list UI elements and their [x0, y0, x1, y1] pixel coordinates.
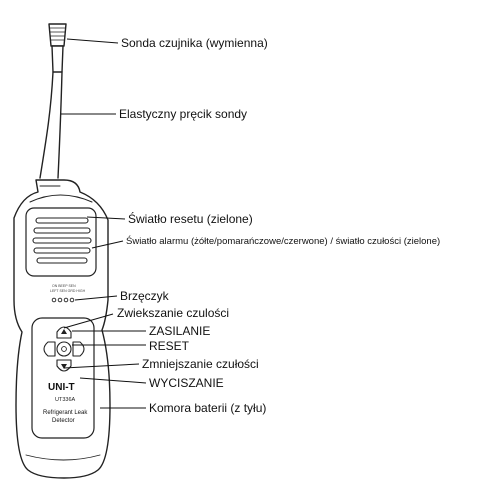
label-alarm-light: Światło alarmu (żółte/pomarańczowe/czerwone) / światło czułości (zielone): [126, 236, 441, 247]
model-text: UT336A: [55, 397, 76, 403]
label-reset: RESET: [149, 339, 190, 353]
panel-text-line2: LEFT SEN GRD HIGH: [50, 289, 86, 293]
label-mute: WYCISZANIE: [149, 376, 224, 390]
brand-logo: UNI-T: [48, 382, 75, 393]
label-power: ZASILANIE: [149, 324, 211, 338]
probe-tip: [49, 24, 66, 72]
label-flexible-rod: Elastyczny pręcik sondy: [119, 107, 248, 121]
label-buzzer: Brzęczyk: [120, 289, 169, 303]
probe-rod: [40, 72, 62, 178]
device-name-line1: Refrigerant Leak: [43, 410, 88, 416]
label-sensor-probe: Sonda czujnika (wymienna): [121, 36, 268, 50]
label-decrease-sensitivity: Zmniejszanie czułości: [142, 357, 259, 371]
label-battery-compartment: Komora baterii (z tyłu): [149, 401, 267, 415]
label-increase-sensitivity: Zwiekszanie czulości: [117, 306, 230, 320]
label-reset-light: Światło resetu (zielone): [128, 212, 253, 226]
device-name-line2: Detector: [52, 418, 75, 424]
panel-text-line1: ON BEEP SEN: [52, 284, 76, 288]
